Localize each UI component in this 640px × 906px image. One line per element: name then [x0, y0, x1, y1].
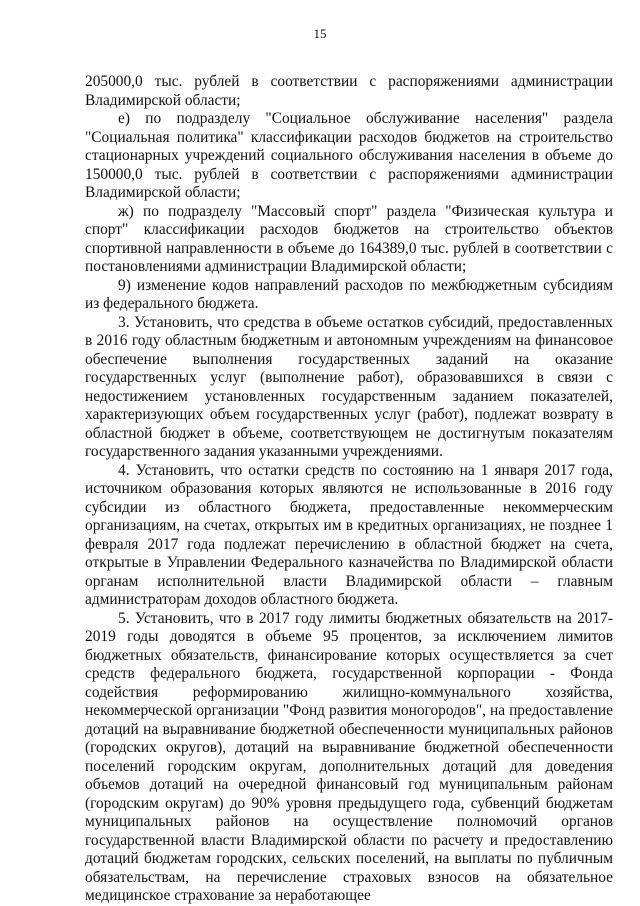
paragraph-continuation: 205000,0 тыс. рублей в соответствии с распоряжениями администрации Владимирской области;	[85, 73, 613, 109]
paragraph-item-zh: ж) по подразделу "Массовый спорт" раздела "Физическая культура и спорт" классификации расходов бюджетов на строительство объектов спортивной направленности в объеме до 164389,0 тыс. рублей в соответствии с постановлениями администрации Владимирской области;	[85, 202, 613, 275]
paragraph-clause-3: 3. Установить, что средства в объеме остатков субсидий, предоставленных в 2016 году областным бюджетным и автономным учреждениям на финансовое обеспечение выполнения государственных заданий на оказание государственных услуг (выполнение работ), образовавшихся в связи с недостижением установленных государственным заданием показателей, характеризующих объем государственных услуг (работ), подлежат возврату в областной бюджет в объеме, соответствующем не достигнутым показателям государственного задания указанными учреждениями.	[85, 313, 613, 460]
paragraph-item-9: 9) изменение кодов направлений расходов по межбюджетным субсидиям из федерального бюджета.	[85, 276, 613, 312]
paragraph-clause-5: 5. Установить, что в 2017 году лимиты бюджетных обязательств на 2017-2019 годы доводятся в объеме 95 процентов, за исключением лимитов бюджетных обязательств, финансирование которых осуществляется за счет средств федерального бюджета, государственной корпорации - Фонда содействия реформированию жилищно-коммунального хозяйства, некоммерческой организации "Фонд развития моногородов", на предоставление дотаций на выравнивание бюджетной обеспеченности муниципальных районов (городских округов), дотаций на выравнивание бюджетной обеспеченности поселений городским округам, дополнительных дотаций для доведения объемов дотаций на очередной финансовый год муниципальным районам (городским округам) до 90% уровня предыдущего года, субвенций бюджетам муниципальных районов на осуществление полномочий органов государственной власти Владимирской области по расчету и предоставлению дотаций бюджетам городских, сельских поселений, на выплаты по публичным обязательствам, на перечисление страховых взносов на обязательное медицинское страхование за неработающее	[85, 609, 613, 904]
page-number: 15	[313, 26, 327, 41]
paragraph-clause-4: 4. Установить, что остатки средств по состоянию на 1 января 2017 года, источником образования которых являются не использованные в 2016 году субсидии из областного бюджета, предоставленные некоммерческим организациям, на счетах, открытых им в кредитных организациях, не позднее 1 февраля 2017 года подлежат перечислению в областной бюджет на счета, открытые в Управлении Федерального казначейства по Владимирской области органам исполнительной власти Владимирской области – главным администраторам доходов областного бюджета.	[85, 461, 613, 608]
paragraph-item-e: е) по подразделу "Социальное обслуживание населения" раздела "Социальная политика" классификации расходов бюджетов на строительство стационарных учреждений социального обслуживания населения в объеме до 150000,0 тыс. рублей в соответствии с распоряжениями администрации Владимирской области;	[85, 110, 613, 201]
document-body	[85, 73, 613, 906]
